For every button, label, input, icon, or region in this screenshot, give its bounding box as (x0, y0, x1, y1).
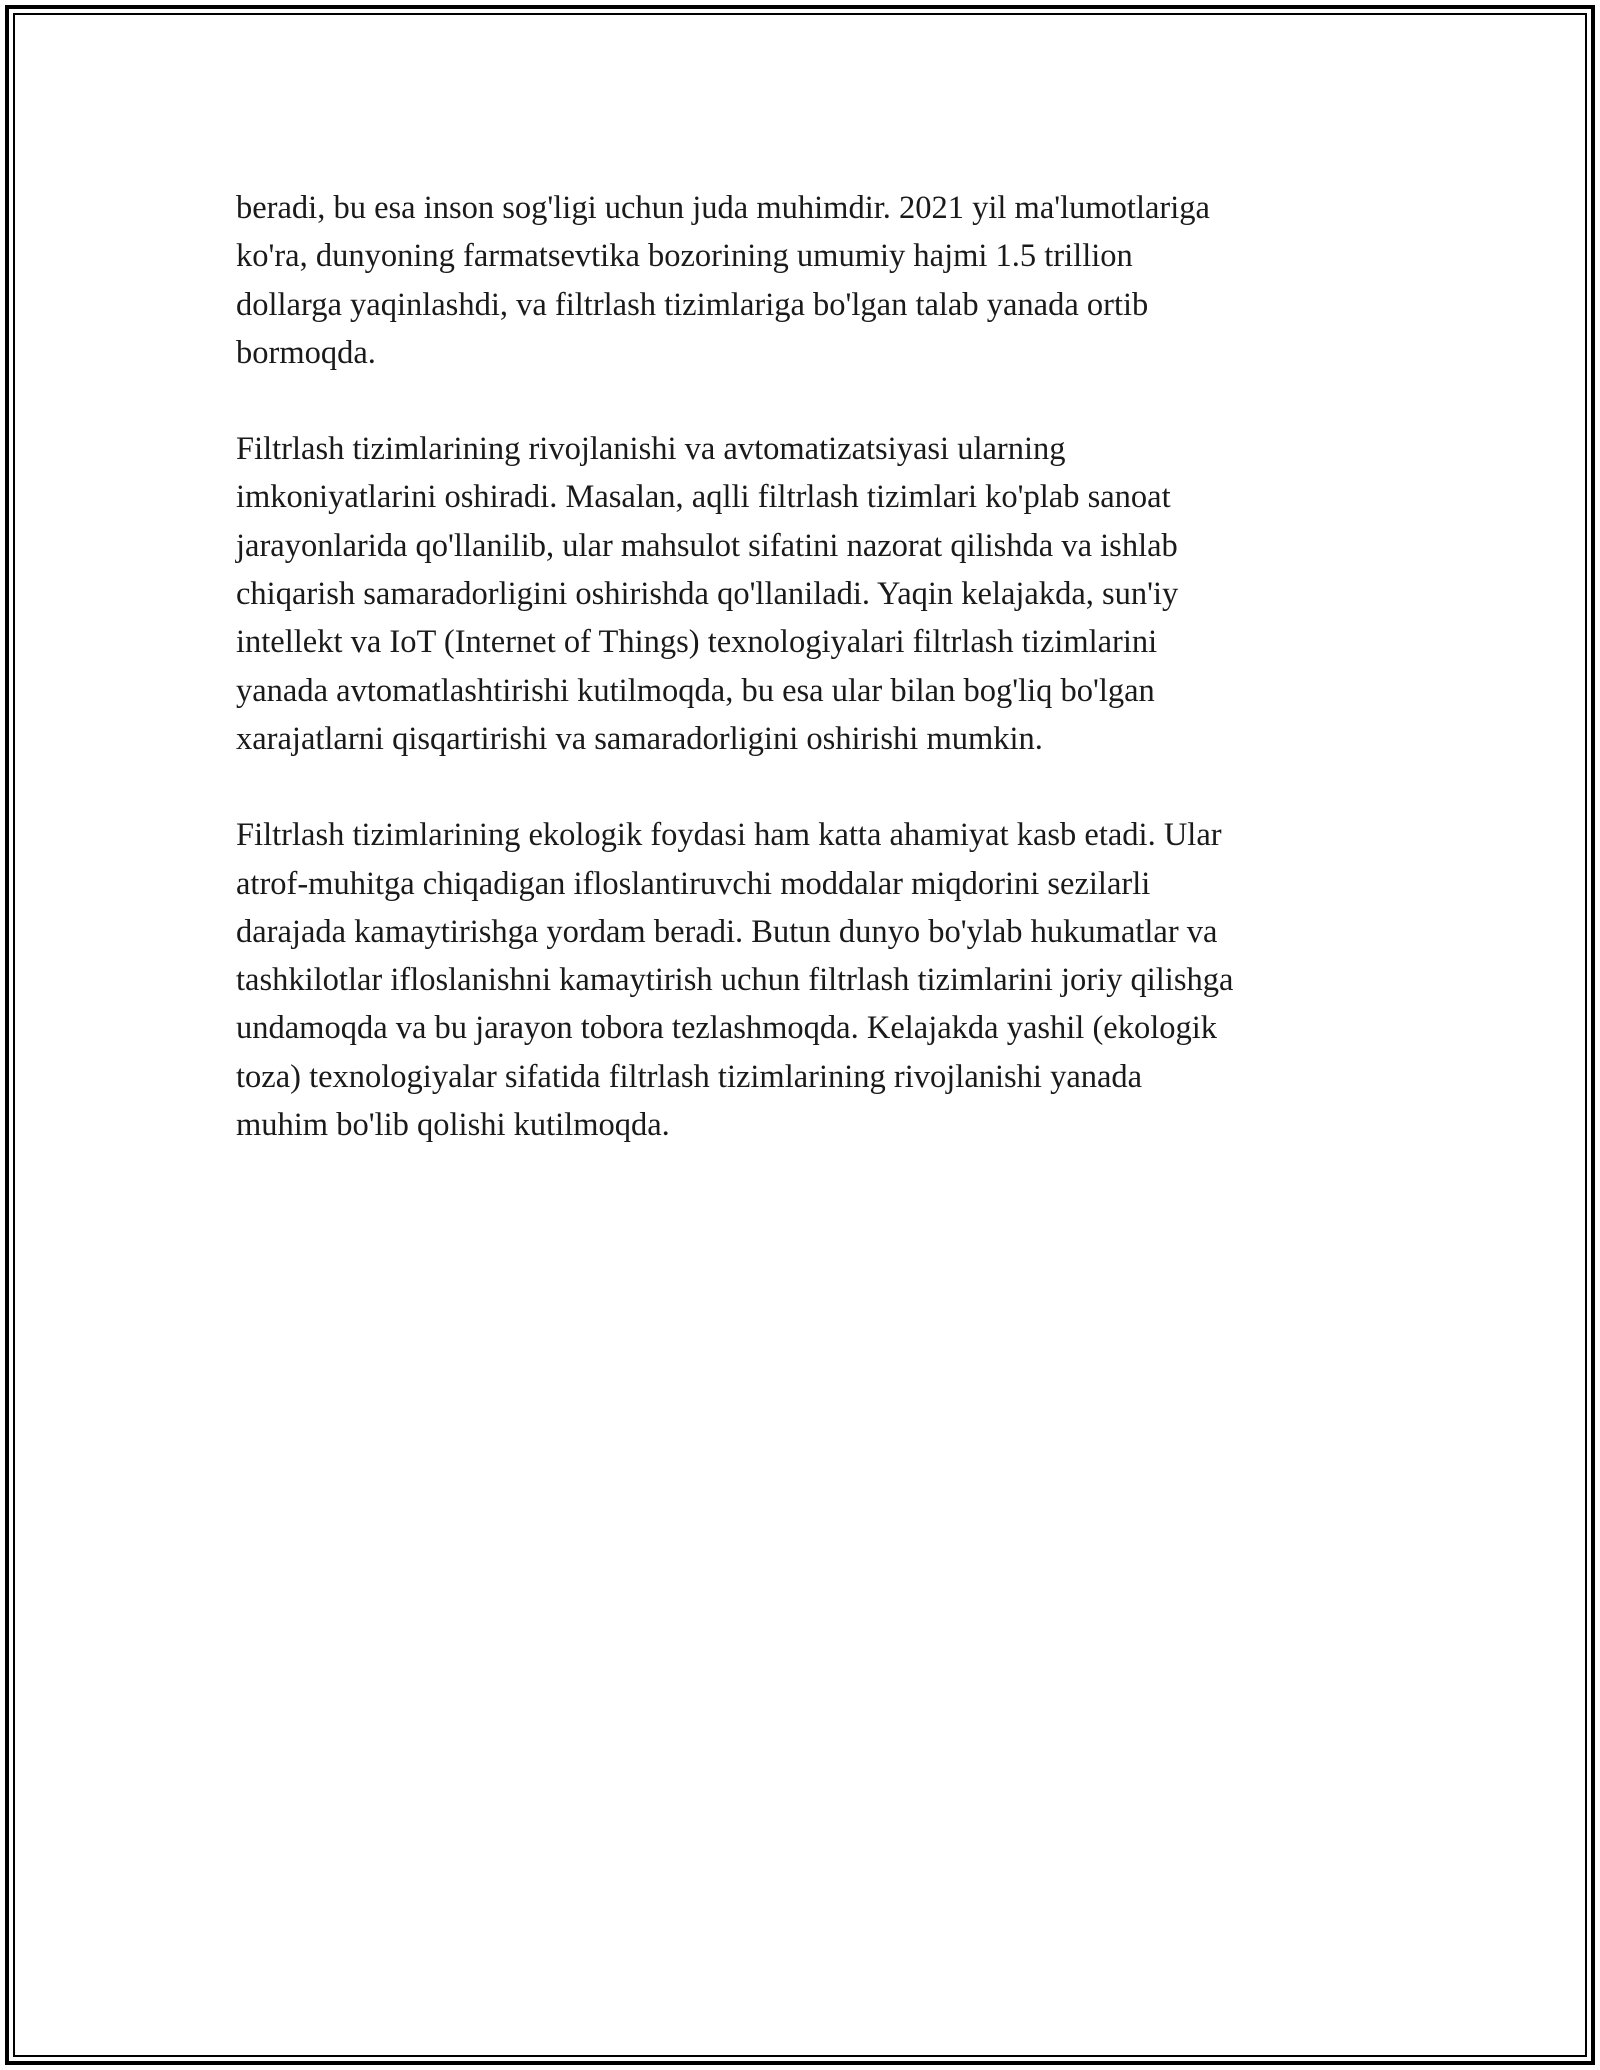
paragraph-2: Filtrlash tizimlarining rivojlanishi va avtomatizatsiyasi ularning imkoniyatlarini oshiradi. Masalan, aqlli filtrlash tizimlari ko'plab sanoat jarayonlarida qo'llanilib, ular mahsulot sifatini nazorat qilishda va ishlab chiqarish samaradorligini oshirishda qo'llaniladi. Yaqin kelajakda, sun'iy intellekt va IoT (Internet of Things) texnologiyalari filtrlash tizimlarini yanada avtomatlashtirishi kutilmoqda, bu esa ular bilan bog'liq bo'lgan xarajatlarni qisqartirishi va samaradorligini oshirishi mumkin. (236, 431, 1179, 757)
paragraph-3: Filtrlash tizimlarining ekologik foydasi ham katta ahamiyat kasb etadi. Ular atrof-muhitga chiqadigan ifloslantiruvchi moddalar miqdorini sezilarli darajada kamaytirishga yordam beradi. Butun dunyo bo'ylab hukumatlar va tashkilotlar ifloslanishni kamaytirish uchun filtrlash tizimlarini joriy qilishga undamoqda va bu jarayon tobora tezlashmoqda. Kelajakda yashil (ekologik toza) texnologiyalar sifatida filtrlash tizimlarining rivojlanishi yanada muhim bo'lib qolishi kutilmoqda. (236, 817, 1234, 1144)
document-body (236, 184, 1376, 1197)
paragraph-1: beradi, bu esa inson sog'ligi uchun juda muhimdir. 2021 yil ma'lumotlariga ko'ra, dunyoning farmatsevtika bozorining umumiy hajmi 1.5 trillion dollarga yaqinlashdi, va filtrlash tizimlariga bo'lgan talab yanada ortib bormoqda. (236, 190, 1210, 371)
